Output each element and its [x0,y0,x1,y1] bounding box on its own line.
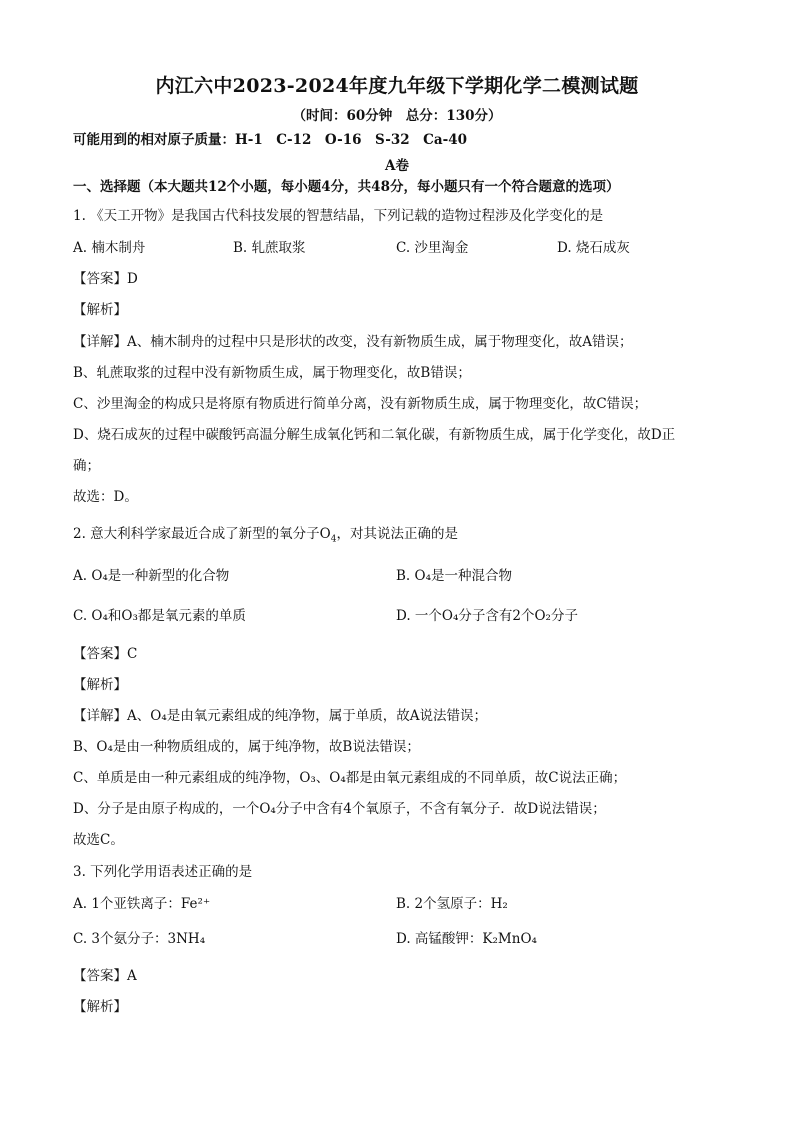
q3-option-a: A. 1个亚铁离子：Fe²⁺ [73,896,211,912]
q2-option-c: C. O₄和O₃都是氧元素的单质 [73,608,246,624]
q1-conclusion: 故选：D。 [73,489,138,505]
q1-option-c: C. 沙里淘金 [396,240,469,256]
q2-analysis: 【解析】 [73,677,127,693]
q3-answer: 【答案】A [73,968,137,984]
q1-stem: 1. 《天工开物》是我国古代科技发展的智慧结晶，下列记载的造物过程涉及化学变化的是 [73,208,604,224]
q3-option-d: D. 高锰酸钾：K₂MnO₄ [396,931,537,947]
section-heading: 一、选择题（本大题共12个小题，每小题4分，共48分，每小题只有一个符合题意的选项） [73,179,620,195]
volume-label: A卷 [385,158,409,174]
q2-stem-sub: 4 [330,534,337,545]
q2-stem-post: ，对其说法正确的是 [336,526,458,542]
q1-answer: 【答案】D [73,271,138,287]
q1-option-b: B. 轧蔗取浆 [233,240,306,256]
q1-detail-line: 确； [73,458,100,474]
q2-detail-line: 【详解】A、O₄是由氧元素组成的纯净物，属于单质，故A说法错误； [73,708,487,724]
q2-detail-line: C、单质是由一种元素组成的纯净物，O₃、O₄都是由氧元素组成的不同单质，故C说法正确； [73,770,627,786]
q1-detail-line: D、烧石成灰的过程中碳酸钙高温分解生成氧化钙和二氧化碳，有新物质生成，属于化学变化，故D正 [73,427,676,443]
page-title: 内江六中2023-2024年度九年级下学期化学二模测试题 [155,75,639,97]
q2-answer: 【答案】C [73,646,138,662]
q3-option-c: C. 3个氨分子：3NH₄ [73,931,206,947]
q1-option-d: D. 烧石成灰 [557,240,630,256]
q1-detail-line: 【详解】A、楠木制舟的过程中只是形状的改变，没有新物质生成，属于物理变化，故A错误； [73,334,633,350]
q1-detail-line: B、轧蔗取浆的过程中没有新物质生成，属于物理变化，故B错误； [73,365,471,381]
q2-option-a: A. O₄是一种新型的化合物 [73,568,230,584]
q1-detail-line: C、沙里淘金的构成只是将原有物质进行简单分离，没有新物质生成，属于物理变化，故C错误； [73,396,648,412]
time-info: （时间：60分钟 总分：130分） [292,108,502,124]
q3-analysis: 【解析】 [73,999,127,1015]
q1-option-a: A. 楠木制舟 [73,240,146,256]
q1-analysis: 【解析】 [73,302,127,318]
q3-option-b: B. 2个氢原子：H₂ [396,896,508,912]
q2-detail-line: D、分子是由原子构成的，一个O₄分子中含有4个氧原子，不含有氧分子．故D说法错误； [73,801,606,817]
q2-option-b: B. O₄是一种混合物 [396,568,512,584]
atomic-masses: 可能用到的相对原子质量：H-1 C-12 O-16 S-32 Ca-40 [73,132,468,148]
q2-stem-pre: 2. 意大利科学家最近合成了新型的氧分子O [73,526,331,542]
q2-detail-line: B、O₄是由一种物质组成的，属于纯净物，故B说法错误； [73,739,420,755]
q3-stem: 3. 下列化学用语表述正确的是 [73,864,253,880]
q2-conclusion: 故选C。 [73,832,124,848]
q2-option-d: D. 一个O₄分子含有2个O₂分子 [396,608,578,624]
q2-stem [73,525,458,549]
